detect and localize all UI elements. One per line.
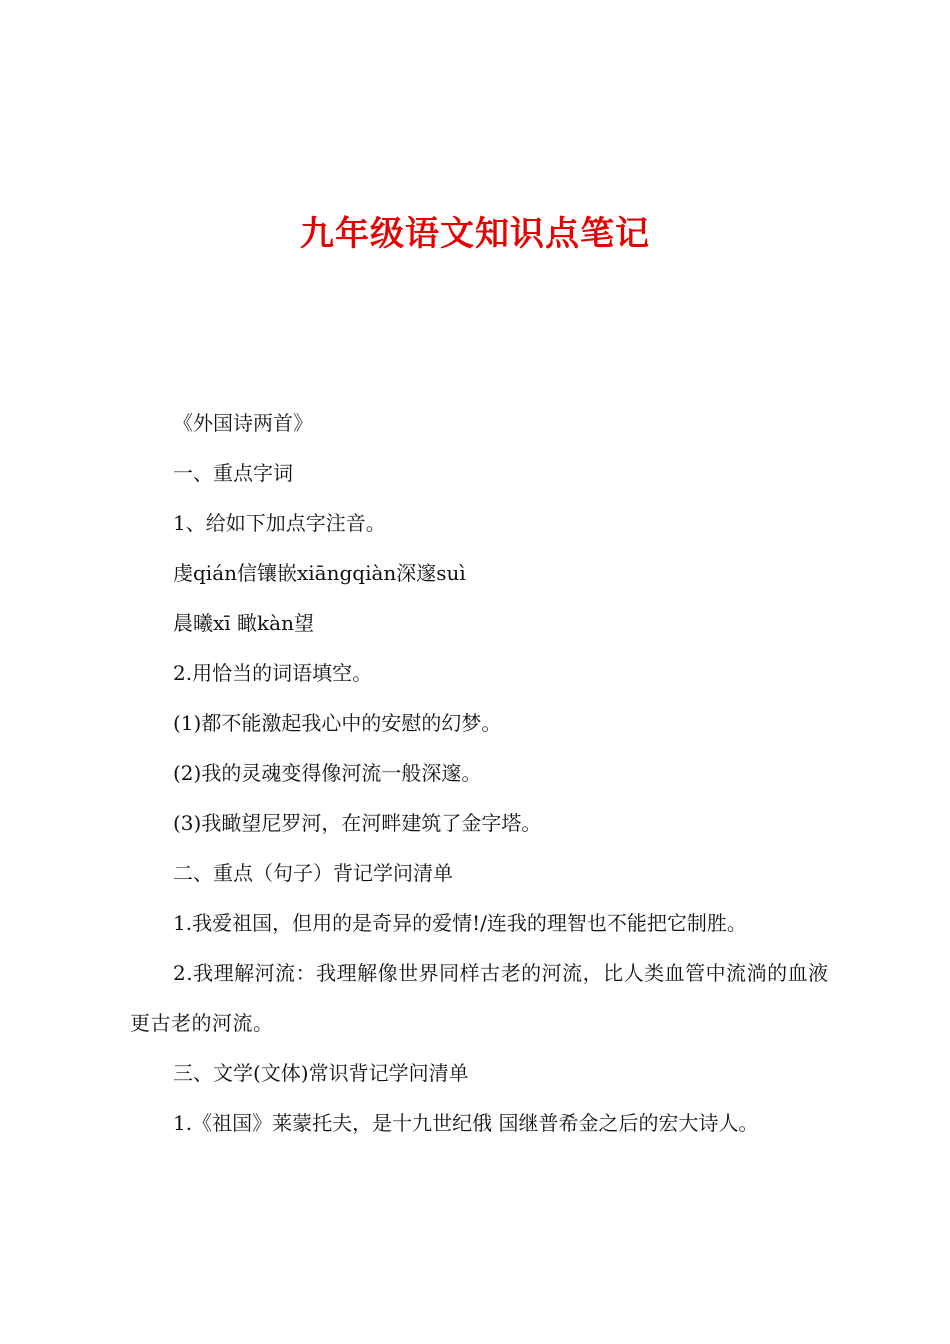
sentence-item-1: 1.我爱祖国，但用的是奇异的爱情!/连我的理智也不能把它制胜。 bbox=[173, 911, 747, 935]
pinyin-line-1: 虔qián信镶嵌xiāngqiàn深邃suì bbox=[173, 561, 466, 585]
literature-item-1: 1.《祖国》莱蒙托夫，是十九世纪俄 国继普希金之后的宏大诗人。 bbox=[173, 1111, 759, 1135]
exercise-fill-heading: 2.用恰当的词语填空。 bbox=[173, 661, 373, 685]
section-heading-poems: 《外国诗两首》 bbox=[173, 411, 313, 435]
section-heading-sentences: 二、重点（句子）背记学问清单 bbox=[173, 861, 453, 885]
section-heading-key-words: 一、重点字词 bbox=[173, 461, 293, 485]
fill-item-2: (2)我的灵魂变得像河流一般深邃。 bbox=[173, 761, 482, 785]
document-title: 九年级语文知识点笔记 bbox=[300, 214, 650, 254]
exercise-pinyin-heading: 1、给如下加点字注音。 bbox=[173, 511, 386, 535]
document-body bbox=[130, 398, 835, 1148]
fill-item-1: (1)都不能激起我心中的安慰的幻梦。 bbox=[173, 711, 502, 735]
section-heading-literature: 三、文学(文体)常识背记学问清单 bbox=[173, 1061, 469, 1085]
fill-item-3: (3)我瞰望尼罗河，在河畔建筑了金字塔。 bbox=[173, 811, 542, 835]
sentence-item-2: 2.我理解河流：我理解像世界同样古老的河流，比人类血管中流淌的血液更古老的河流。 bbox=[130, 961, 829, 1035]
pinyin-line-2: 晨曦xī 瞰kàn望 bbox=[173, 611, 314, 635]
